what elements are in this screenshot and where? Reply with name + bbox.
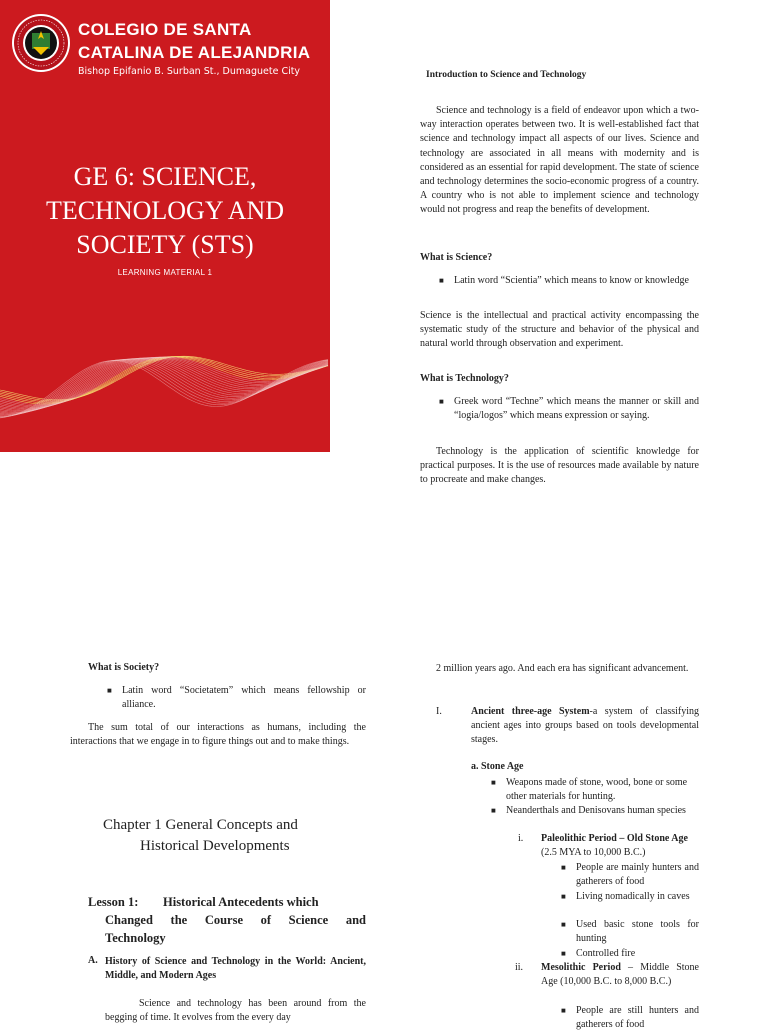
bullet-icon: ■: [439, 276, 444, 285]
paleo-bullet-3: ■ Used basic stone tools for hunting: [561, 919, 699, 945]
meso-marker: ii.: [515, 962, 524, 973]
bullet-icon: ■: [491, 806, 496, 815]
paleo-bullet-1: ■ People are mainly hunters and gatherers of food: [561, 862, 699, 888]
intro-paragraph: Science and technology is a field of endeavor upon which a two-way interaction operates between two. It is well-established fact that science and technology impact all aspects of our lives. Science and technology are associated in all means with modernity and is considered as an essential for rapid development. The state of science and technology determines the socio-economic progress of a country. A country who is not able to implement science and technology would not progress and reap the benefits of development.: [420, 105, 699, 216]
school-name-line2: CATALINA DE ALEJANDRIA: [78, 43, 311, 62]
paleolithic-period: Paleolithic Period – Old Stone Age (2.5 MYA to 10,000 B.C.): [541, 833, 688, 859]
lesson-title-line2: Changed the Course of Science and: [105, 913, 366, 927]
paleo-marker: i.: [518, 833, 524, 844]
wave-line: [0, 360, 328, 417]
bullet-icon: ■: [491, 778, 496, 787]
chapter-title-line1: Chapter 1 General Concepts and: [103, 817, 298, 833]
intro-heading: Introduction to Science and Technology: [426, 70, 587, 80]
lesson-label: Lesson 1:: [88, 895, 139, 909]
stone-bullet-1: ■ Weapons made of stone, wood, bone or some other materials for hunting.: [491, 777, 688, 803]
school-seal-icon: [11, 13, 71, 73]
technology-heading: What is Technology?: [420, 373, 509, 384]
stone-bullet-2: ■ Neanderthals and Denisovans human species: [506, 804, 699, 818]
meso-bullet-1: ■ People are still hunters and gatherers of food: [561, 1005, 699, 1031]
era-paragraph: 2 million years ago. And each era has significant advancement.: [436, 663, 689, 674]
learning-material-label: LEARNING MATERIAL 1: [117, 268, 213, 277]
section-a-marker: A.: [88, 955, 98, 966]
three-age-system: Ancient three-age System-a system of classifying ancient ages into groups based on tools developmental stages.: [471, 706, 699, 746]
wave-graphic: [0, 330, 330, 440]
science-bullet: ■ Latin word “Scientia” which means to know or knowledge: [454, 274, 699, 288]
society-bullet: ■ Latin word “Societatem” which means fellowship or alliance.: [107, 685, 366, 711]
section-a-title: History of Science and Technology in the World: Ancient, Middle, and Modern Ages: [105, 956, 366, 981]
paleo-bullet-4: ■ Controlled fire: [576, 947, 699, 961]
bullet-icon: ■: [107, 686, 112, 695]
bullet-icon: ■: [561, 892, 566, 901]
society-definition: The sum total of our interactions as humans, including the interactions that we engage in to figure things out and to make things.: [70, 722, 366, 748]
chapter-title-line2: Historical Developments: [140, 838, 290, 854]
section-1-marker: I.: [436, 706, 442, 717]
bullet-icon: ■: [561, 863, 566, 872]
bullet-icon: ■: [439, 397, 444, 406]
cover-page: [0, 0, 330, 452]
science-definition: Science is the intellectual and practical activity encompassing the systematic study of the structure and behavior of the physical and natural world through observation and experiment.: [420, 310, 699, 350]
society-heading: What is Society?: [88, 662, 160, 673]
bullet-icon: ■: [561, 1006, 566, 1015]
bullet-icon: ■: [561, 949, 566, 958]
science-heading: What is Science?: [420, 252, 493, 263]
wave-line: [0, 360, 328, 417]
school-name-line1: COLEGIO DE SANTA: [78, 20, 252, 39]
course-title-line3: SOCIETY (STS): [76, 230, 254, 259]
wave-line: [0, 359, 328, 415]
course-title-line2: TECHNOLOGY AND: [45, 196, 285, 225]
school-address: Bishop Epifanio B. Surban St., Dumaguete City: [78, 66, 301, 77]
wave-line: [0, 360, 328, 418]
lesson-title-line1: Historical Antecedents which: [163, 895, 319, 909]
course-title-line1: GE 6: SCIENCE,: [73, 162, 257, 191]
stone-age-heading: a. Stone Age: [471, 761, 524, 772]
mesolithic-period: Mesolithic Period – Middle Stone Age (10,000 B.C. to 8,000 B.C.): [541, 962, 699, 988]
bullet-icon: ■: [561, 920, 566, 929]
lesson-title-line3: Technology: [105, 931, 166, 945]
section-a-paragraph: Science and technology has been around from the begging of time. It evolves from the every day: [105, 998, 366, 1024]
wave-line: [0, 360, 328, 418]
technology-definition: Technology is the application of scientific knowledge for practical purposes. It is the use of resources made available by nature to procreate and make changes.: [420, 446, 699, 486]
technology-bullet: ■ Greek word “Techne” which means the manner or skill and “logia/logos” which means expression or saying.: [439, 396, 699, 422]
paleo-bullet-2: ■ Living nomadically in caves: [576, 890, 699, 904]
